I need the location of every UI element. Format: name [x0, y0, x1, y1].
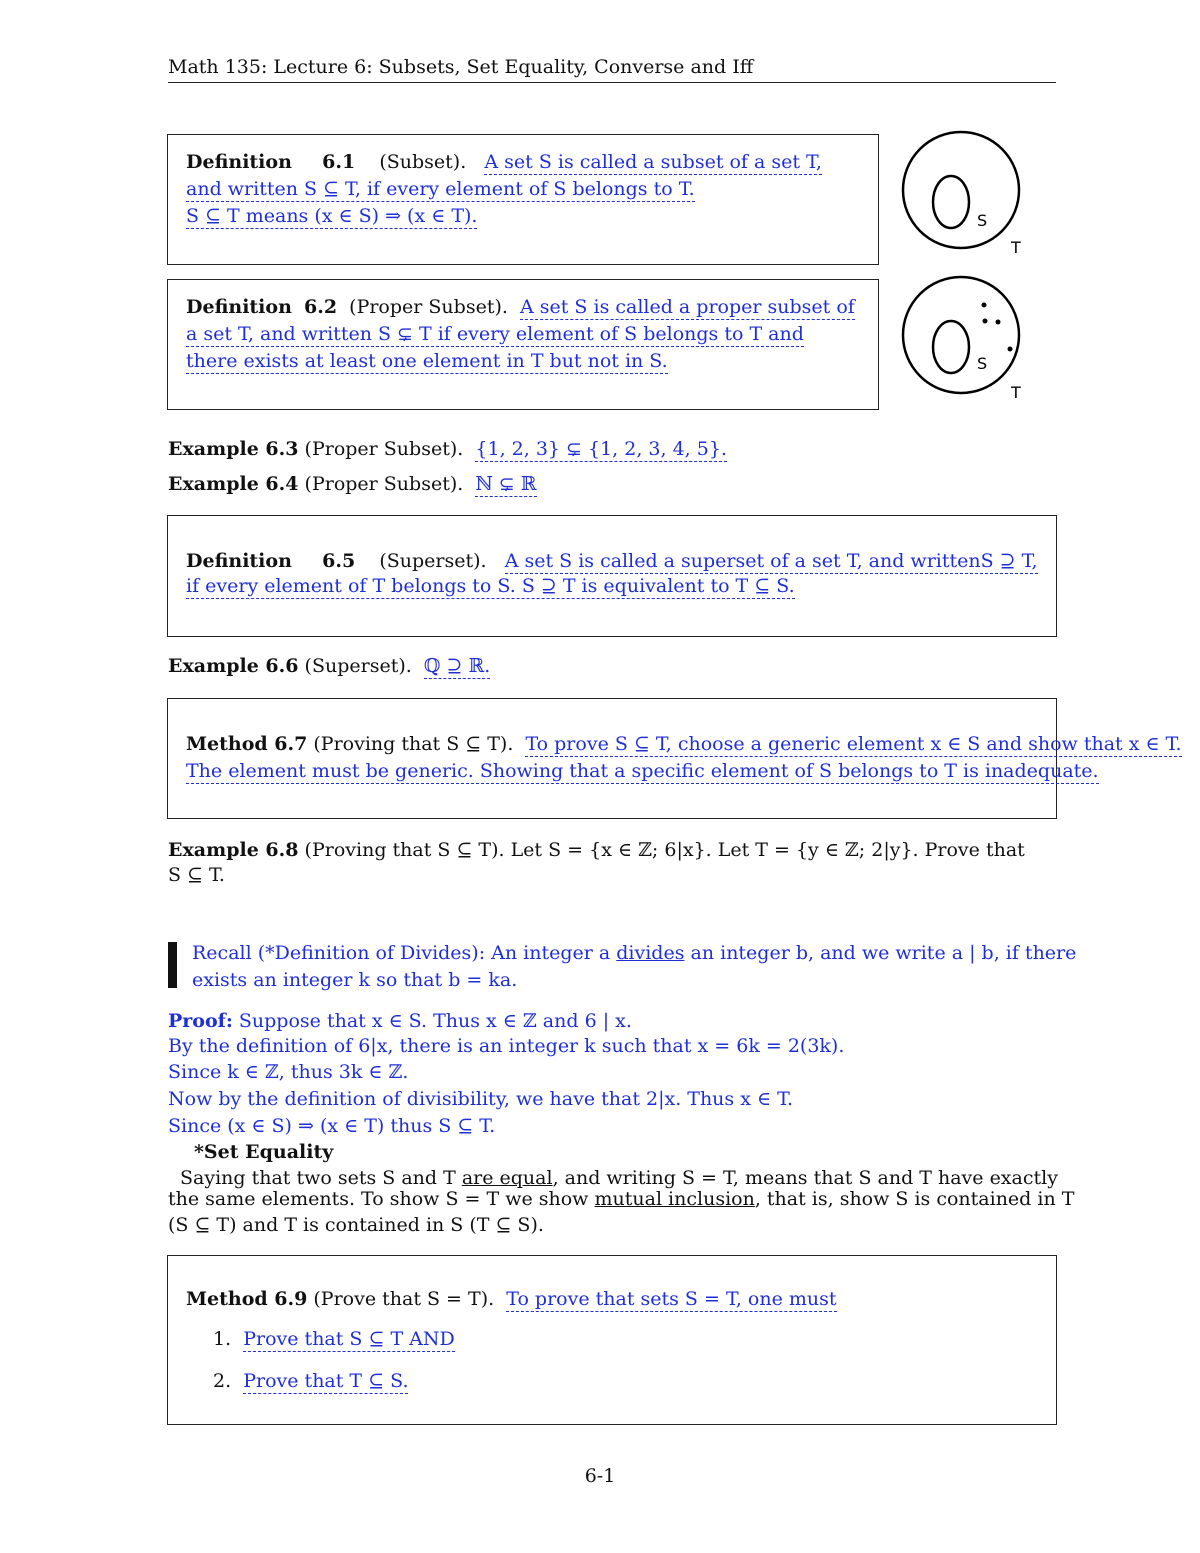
- set-equality-line1: Saying that two sets S and T are equal, and writing S = T, means that S and T have exactly: [180, 1167, 1058, 1189]
- proof-line2: By the definition of 6|x, there is an integer k such that x = 6k = 2(3k).: [168, 1035, 845, 1057]
- example-6-8: Example 6.8 (Proving that S ⊆ T). Let S = {x ∈ ℤ; 6|x}. Let T = {y ∈ ℤ; 2|y}. Prove that: [168, 839, 1025, 861]
- recall-line2: exists an integer k so that b = ka.: [192, 969, 518, 991]
- outer-set-label: T: [1011, 238, 1021, 257]
- inner-set-label: S: [977, 211, 988, 230]
- method-6-9-title: Method 6.9 (Prove that S = T). To prove that sets S = T, one must: [186, 1288, 837, 1310]
- set-equality-title: *Set Equality: [194, 1141, 334, 1163]
- element-dot: [983, 319, 988, 324]
- set-equality-line2: the same elements. To show S = T we show mutual inclusion, that is, show S is contained in T: [168, 1188, 1075, 1210]
- page-number: 6-1: [584, 1465, 616, 1487]
- definition-6-2-text: A set S is called a proper subset of: [520, 296, 855, 318]
- example-6-6: Example 6.6 (Superset). ℚ ⊇ ℝ.: [168, 655, 491, 677]
- method-6-7-box: [167, 698, 1182, 819]
- inner-set-circle: [933, 321, 969, 373]
- outer-set-circle: [903, 277, 1019, 393]
- definition-6-5-text: A set S is called a superset of a set T, and writtenS ⊇ T,: [504, 550, 1038, 572]
- definition-6-1-line3: S ⊆ T means (x ∈ S) ⇒ (x ∈ T).: [186, 205, 478, 227]
- method-6-9-text: To prove that sets S = T, one must: [506, 1288, 837, 1310]
- method-6-7-line2: The element must be generic. Showing that a specific element of S belongs to T is inadequate.: [186, 760, 1099, 782]
- inner-set-label: S: [977, 354, 988, 373]
- example-6-8-line2: S ⊆ T.: [168, 864, 225, 886]
- method-6-9-box: [167, 1255, 1057, 1425]
- proof-line1: Proof: Suppose that x ∈ S. Thus x ∈ ℤ and 6 | x.: [168, 1010, 632, 1032]
- recall-line1: Recall (*Definition of Divides): An integer a divides an integer b, and we write a | b, if there: [192, 942, 1077, 964]
- definition-6-2-box: [167, 279, 879, 410]
- definition-6-5-title: Definition 6.5 (Superset). A set S is called a superset of a set T, and writtenS ⊇ T,: [186, 550, 1038, 572]
- proof-line5: Since (x ∈ S) ⇒ (x ∈ T) thus S ⊆ T.: [168, 1115, 496, 1137]
- example-6-3-content: {1, 2, 3} ⊊ {1, 2, 3, 4, 5}.: [475, 438, 727, 460]
- element-dot: [996, 320, 1001, 325]
- definition-6-1-title: Definition 6.1 (Subset). A set S is called a subset of a set T,: [186, 151, 822, 173]
- proof-line3: Since k ∈ ℤ, thus 3k ∈ ℤ.: [168, 1061, 409, 1083]
- header-rule: [168, 82, 1056, 83]
- page-header: Math 135: Lecture 6: Subsets, Set Equality, Converse and Iff: [168, 56, 754, 78]
- outer-set-circle: [903, 132, 1019, 248]
- element-dot: [982, 303, 987, 308]
- definition-6-1-text: A set S is called a subset of a set T,: [484, 151, 822, 173]
- definition-6-2-line2: a set T, and written S ⊊ T if every element of S belongs to T and: [186, 323, 804, 345]
- subset-venn-diagram: [895, 128, 1035, 258]
- definition-6-5-line2: if every element of T belongs to S. S ⊇ T is equivalent to T ⊆ S.: [186, 575, 795, 597]
- element-dot: [1008, 347, 1013, 352]
- recall-bar: [168, 942, 177, 988]
- outer-set-label: T: [1011, 383, 1021, 402]
- method-6-7-title: Method 6.7 (Proving that S ⊆ T). To prove S ⊆ T, choose a generic element x ∈ S and show that x ∈ T.: [186, 733, 1182, 755]
- definition-6-2-line3: there exists at least one element in T but not in S.: [186, 350, 668, 372]
- example-6-4-content: ℕ ⊊ ℝ: [475, 473, 537, 495]
- definition-6-1-line2: and written S ⊆ T, if every element of S belongs to T.: [186, 178, 695, 200]
- definition-6-2-title: Definition 6.2 (Proper Subset). A set S is called a proper subset of: [186, 296, 855, 318]
- method-6-9-item: 1. Prove that S ⊆ T AND: [213, 1328, 455, 1350]
- example-6-6-content: ℚ ⊇ ℝ.: [423, 655, 491, 677]
- method-6-7-text: To prove S ⊆ T, choose a generic element x ∈ S and show that x ∈ T.: [525, 733, 1182, 755]
- proper-subset-venn-diagram: [895, 273, 1035, 403]
- example-6-3: Example 6.3 (Proper Subset). {1, 2, 3} ⊊ {1, 2, 3, 4, 5}.: [168, 438, 727, 460]
- proof-line4: Now by the definition of divisibility, we have that 2|x. Thus x ∈ T.: [168, 1088, 793, 1110]
- definition-6-1-box: [167, 134, 879, 265]
- set-equality-line3: (S ⊆ T) and T is contained in S (T ⊆ S).: [168, 1214, 544, 1236]
- method-6-9-item: 2. Prove that T ⊆ S.: [213, 1370, 409, 1392]
- inner-set-circle: [933, 176, 969, 228]
- definition-6-5-box: [167, 515, 1057, 637]
- example-6-4: Example 6.4 (Proper Subset). ℕ ⊊ ℝ: [168, 473, 537, 495]
